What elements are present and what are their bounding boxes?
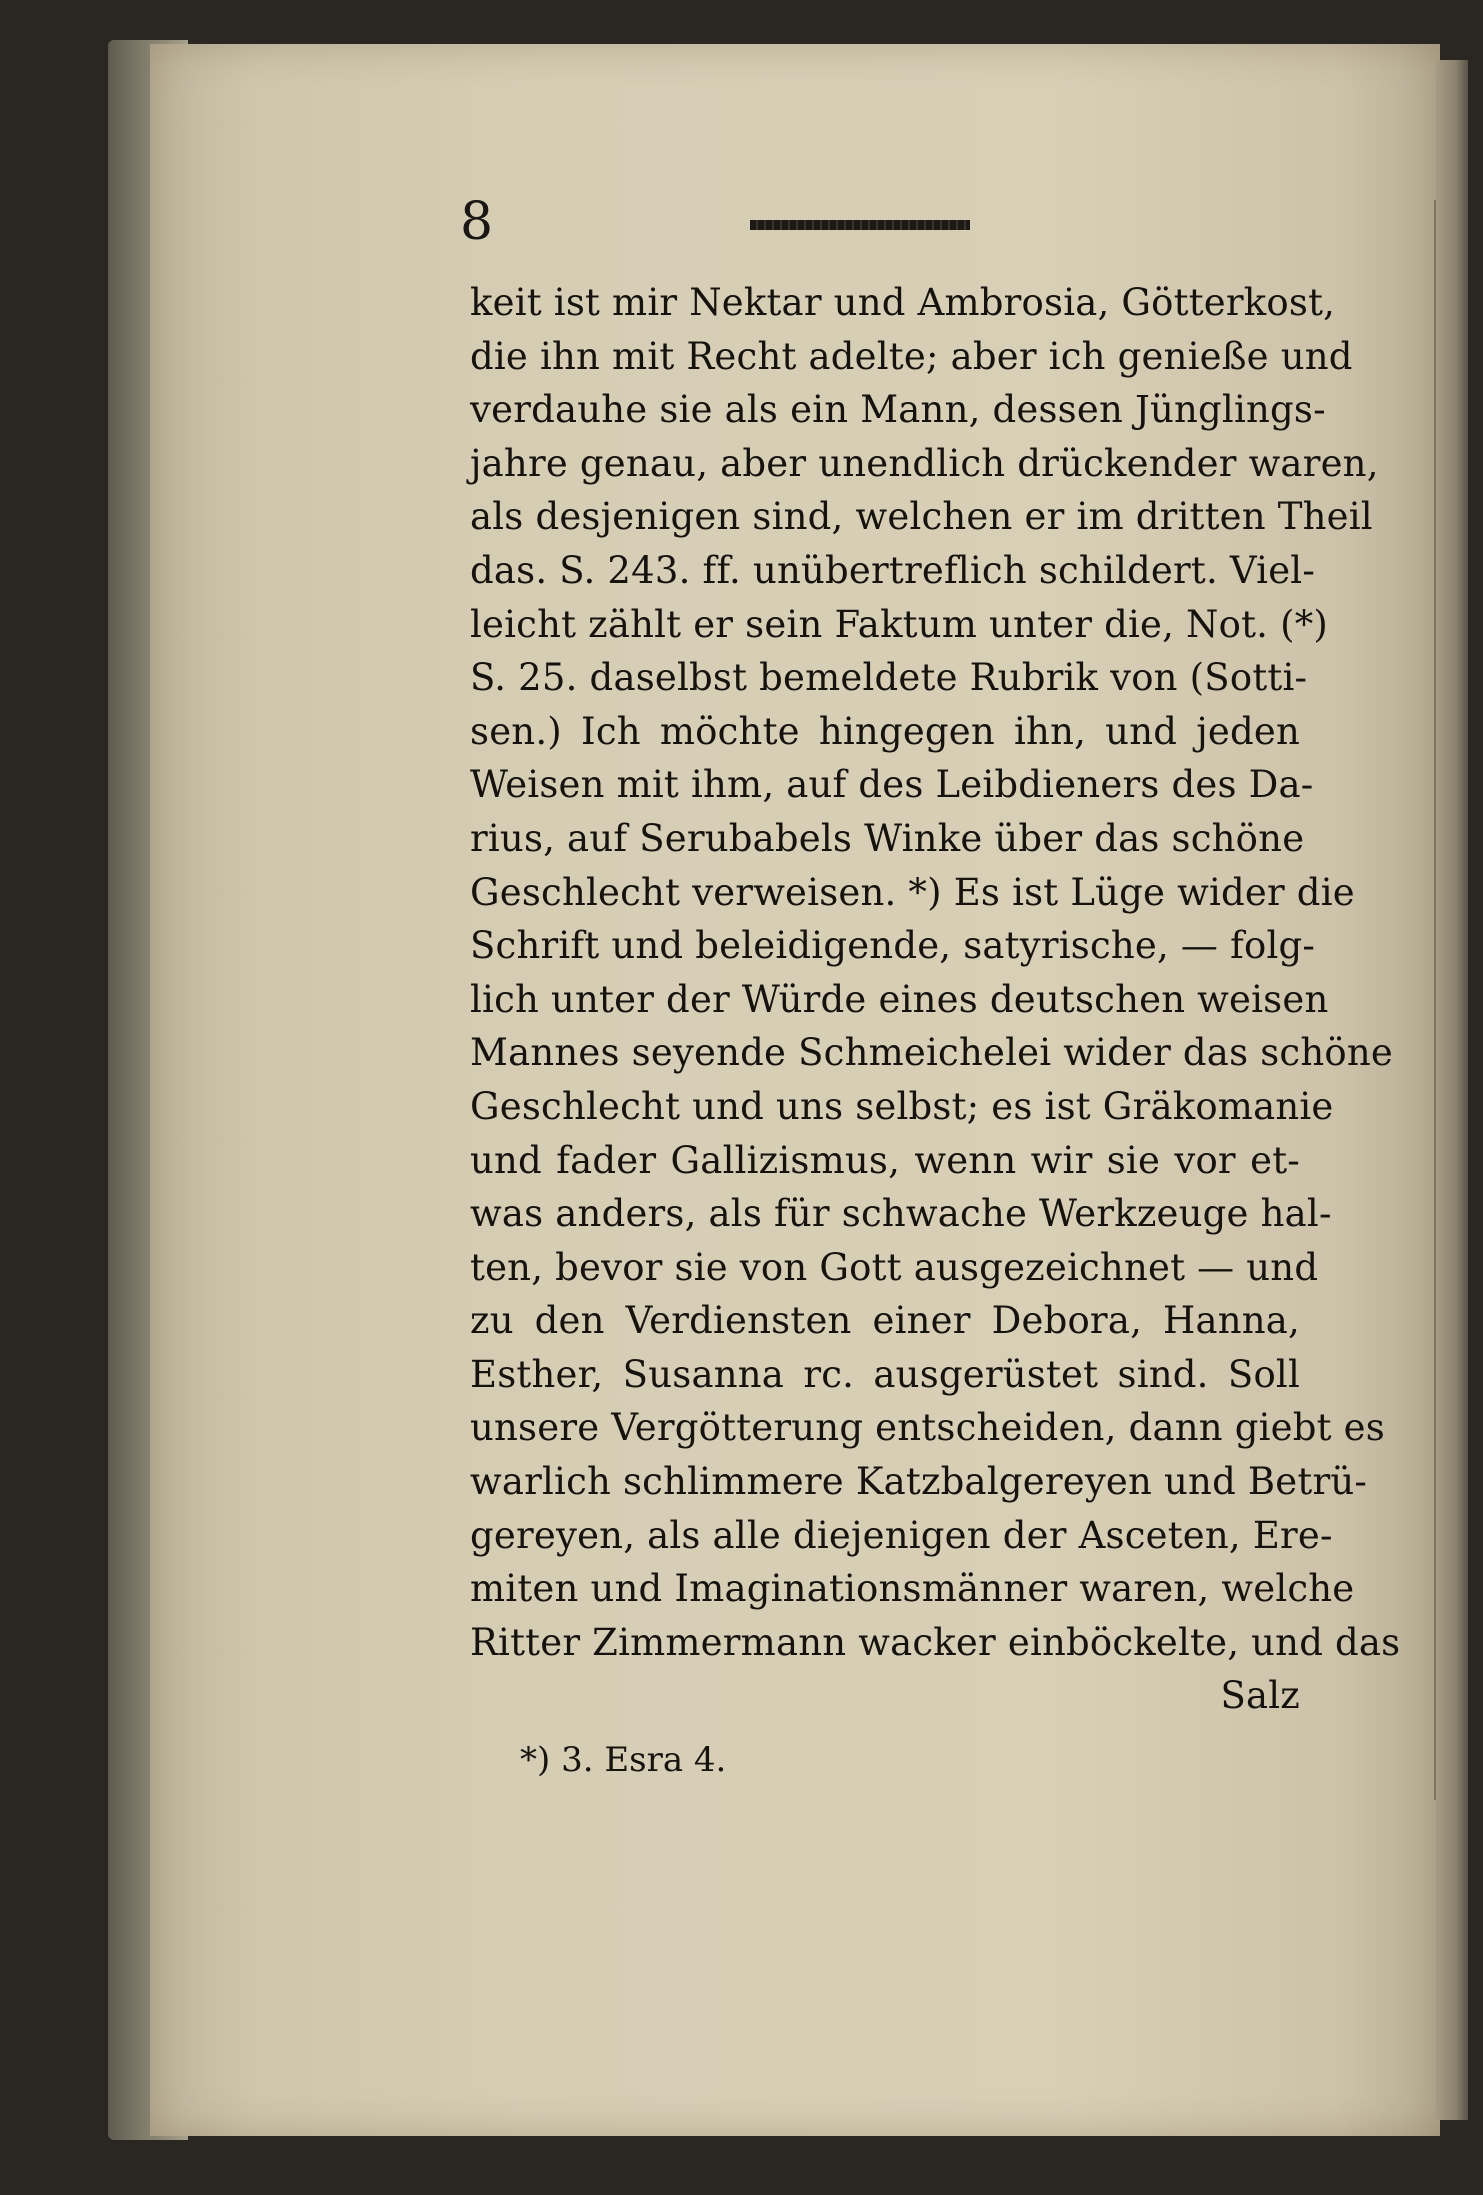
text-line: zu den Verdiensten einer Debora, Hanna, (470, 1299, 1300, 1343)
catchword: Salz (1220, 1674, 1300, 1718)
text-line: unsere Vergötterung entscheiden, dann giebt es (470, 1406, 1385, 1450)
text-line: ten, bevor sie von Gott ausgezeichnet — und (470, 1245, 1319, 1289)
text-line: sen.) Ich möchte hingegen ihn, und jeden (470, 709, 1300, 753)
body-text (470, 276, 1401, 1723)
text-line: jahre genau, aber unendlich drückender waren, (470, 441, 1379, 485)
text-line: verdauhe sie als ein Mann, dessen Jünglings- (470, 388, 1326, 432)
text-line: die ihn mit Recht adelte; aber ich genieße und (470, 334, 1353, 378)
text-line: das. S. 243. ff. unübertreflich schildert. Viel- (470, 548, 1316, 592)
text-line: Mannes seyende Schmeichelei wider das schöne (470, 1031, 1393, 1075)
text-line: leicht zählt er sein Faktum unter die, Not. (*) (470, 602, 1329, 646)
text-line: Weisen mit ihm, auf des Leibdieners des Da- (470, 763, 1314, 807)
text-line: rius, auf Serubabels Winke über das schöne (470, 816, 1305, 860)
text-line: und fader Gallizismus, wenn wir sie vor et- (470, 1138, 1300, 1182)
text-line: warlich schlimmere Katzbalgereyen und Betrü- (470, 1460, 1368, 1504)
page-gutter (1436, 60, 1468, 2120)
page-fold-shadow (1434, 200, 1436, 1800)
text-line: miten und Imaginationsmänner waren, welche (470, 1567, 1355, 1611)
text-line: als desjenigen sind, welchen er im dritten Theil (470, 495, 1373, 539)
text-line: Esther, Susanna rc. ausgerüstet sind. Soll (470, 1352, 1300, 1396)
page-header (460, 192, 1290, 266)
text-line: S. 25. daselbst bemeldete Rubrik von (Sotti- (470, 656, 1308, 700)
text-line: Ritter Zimmermann wacker einböckelte, und das (470, 1620, 1401, 1664)
text-line: Geschlecht und uns selbst; es ist Gräkomanie (470, 1084, 1334, 1128)
page-number: 8 (460, 192, 494, 252)
text-line: Geschlecht verweisen. *) Es ist Lüge wider die (470, 870, 1355, 914)
text-line: keit ist mir Nektar und Ambrosia, Götterkost, (470, 281, 1336, 324)
text-line: gereyen, als alle diejenigen der Asceten, Ere- (470, 1513, 1333, 1557)
text-line: Schrift und beleidigende, satyrische, — folg- (470, 924, 1316, 968)
text-line: was anders, als für schwache Werkzeuge hal- (470, 1192, 1332, 1236)
footnote: *) 3. Esra 4. (520, 1740, 727, 1780)
text-line: lich unter der Würde eines deutschen weisen (470, 977, 1329, 1021)
header-ornament-rule (750, 220, 970, 230)
